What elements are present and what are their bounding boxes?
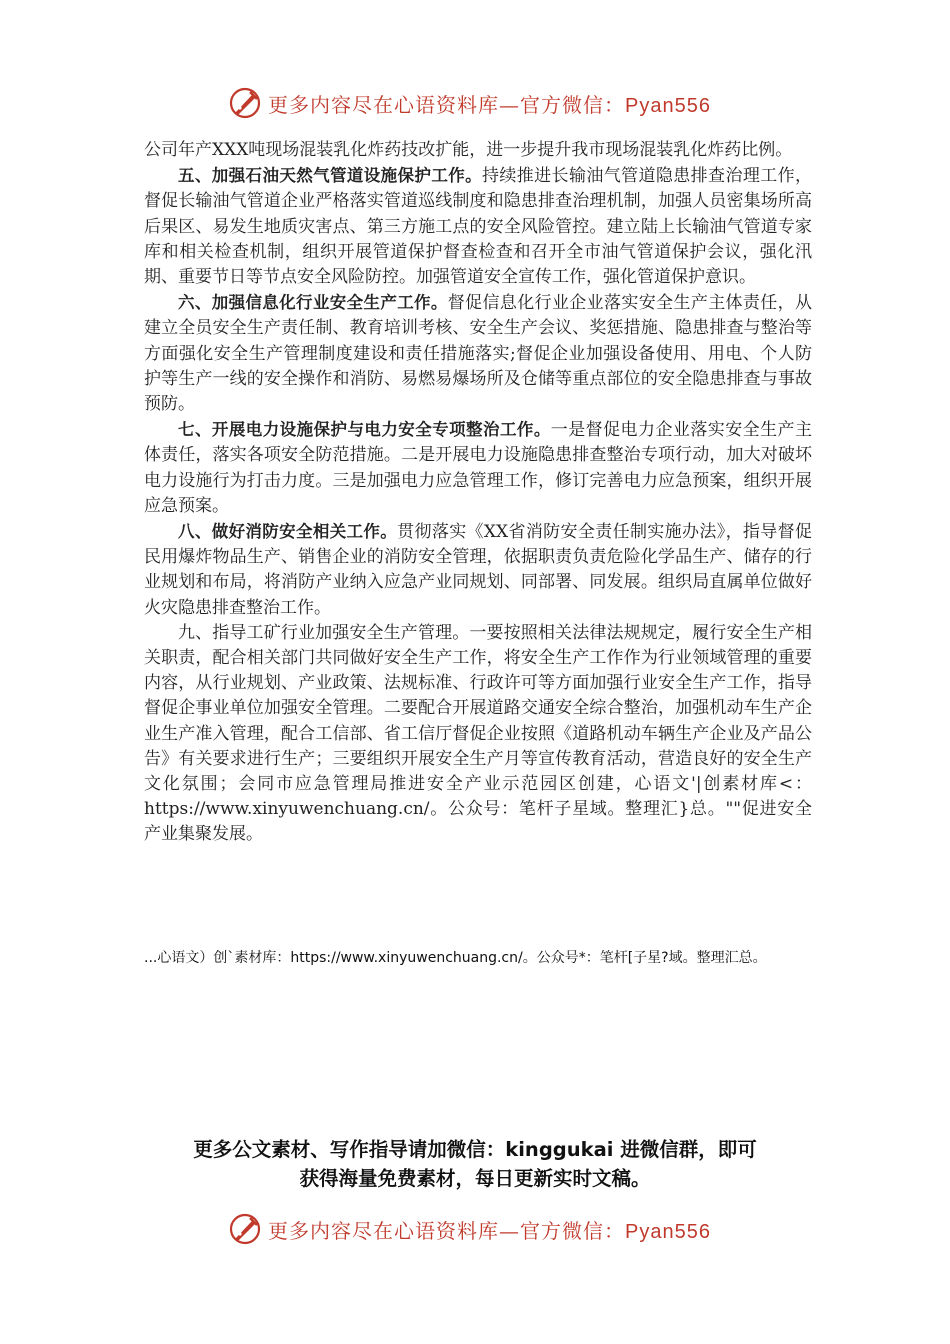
footnote: ...心语文）创`素材库：https://www.xinyuwenchuang.cn/。公众号*：笔杆[子星?域。整理汇总。	[144, 950, 767, 966]
document-body	[144, 138, 812, 848]
banner-slogan	[268, 1215, 711, 1244]
section-text-fire-safety: 贯彻落实《XX省消防安全责任制实施办法》，指导督促民用爆炸物品生产、销售企业的消防安全管理，依据职责负责危险化学品生产、储存的行业规划和布局，将消防产业纳入应急产业同规划、同部署、同发展。组织局直属单位做好火灾隐患排查整治工作。	[144, 522, 812, 618]
paragraph-intro: 公司年产XXX吨现场混装乳化炸药技改扩能，进一步提升我市现场混装乳化炸药比例。	[144, 140, 793, 160]
section-text-informatization: 督促信息化行业企业落实安全生产主体责任，从建立全员安全生产责任制、教育培训考核、安全生产会议、奖惩措施、隐患排查与整治等方面强化安全生产管理制度建设和责任措施落实;督促企业加强设备使用、用电、个人防护等生产一线的安全操作和消防、易燃易爆场所及仓储等重点部位的安全隐患排查与事故预防。	[144, 293, 813, 415]
section-heading-pipeline: 五、加强石油天然气管道设施保护工作。	[178, 166, 482, 186]
banner-wechat-id: Pyan556	[625, 94, 711, 117]
section-text-pipeline: 持续推进长输油气管道隐患排查治理工作，督促长输油气管道企业严格落实管道巡线制度和隐患排查治理机制，加强人员密集场所高后果区、易发生地质灾害点、第三方施工点的安全风险管控。建立陆上长输油气管道专家库和相关检查机制，组织开展管道保护督查检查和召开全市油气管道保护会议，强化汛期、重要节日等节点安全风险防控。加强管道安全宣传工作，强化管道保护意识。	[144, 166, 812, 288]
banner-slogan-text: 更多内容尽在心语资料库—官方微信：	[268, 1218, 625, 1243]
banner-slogan-text: 更多内容尽在心语资料库—官方微信：	[268, 92, 625, 117]
footer-banner	[0, 1206, 950, 1252]
paragraph-power	[144, 417, 812, 519]
section-text-power: 一是督促电力企业落实安全生产主体责任，落实各项安全防范措施。二是开展电力设施隐患排查整治专项行动，加大对破坏电力设施行为打击力度。三是加强电力应急管理工作，修订完善电力应急预案，组织开展应急预案。	[144, 420, 813, 516]
paragraph-industry: 九、指导工矿行业加强安全生产管理。一要按照相关法律法规规定，履行安全生产相关职责，配合相关部门共同做好安全生产工作，将安全生产工作作为行业领域管理的重要内容，从行业规划、产业政策、法规标准、行政许可等方面加强行业安全生产工作，指导督促企事业单位加强安全管理。二要配合开展道路交通安全综合整治，加强机动车生产企业生产准入管理，配合工信部、省工信厅督促企业按照《道路机动车辆生产企业及产品公告》有关要求进行生产；三要组织开展安全生产月等宣传教育活动，营造良好的安全生产文化氛围；会同市应急管理局推进安全产业示范园区创建，心语文'|创素材库<：https://www.xinyuwenchuang.cn/。公众号：笔杆子星域。整理汇}总。""促进安全产业集聚发展。	[144, 622, 812, 845]
banner-wechat-id: Pyan556	[625, 1220, 711, 1243]
call-to-action	[130, 1135, 820, 1193]
pen-nib-logo-icon	[228, 86, 262, 120]
banner-slogan	[268, 89, 711, 118]
paragraph-fire-safety	[144, 519, 812, 621]
paragraph-pipeline	[144, 163, 812, 290]
header-banner	[0, 80, 950, 126]
section-heading-fire-safety: 八、做好消防安全相关工作。	[178, 522, 398, 542]
cta-line-2: 获得海量免费素材，每日更新实时文稿。	[299, 1167, 651, 1190]
section-heading-informatization: 六、加强信息化行业安全生产工作。	[178, 293, 448, 313]
section-heading-power: 七、开展电力设施保护与电力安全专项整治工作。	[178, 420, 551, 440]
pen-nib-logo-icon	[228, 1212, 262, 1246]
paragraph-informatization	[144, 290, 812, 417]
cta-line-1: 更多公文素材、写作指导请加微信：kinggukai 进微信群，即可	[193, 1138, 757, 1161]
